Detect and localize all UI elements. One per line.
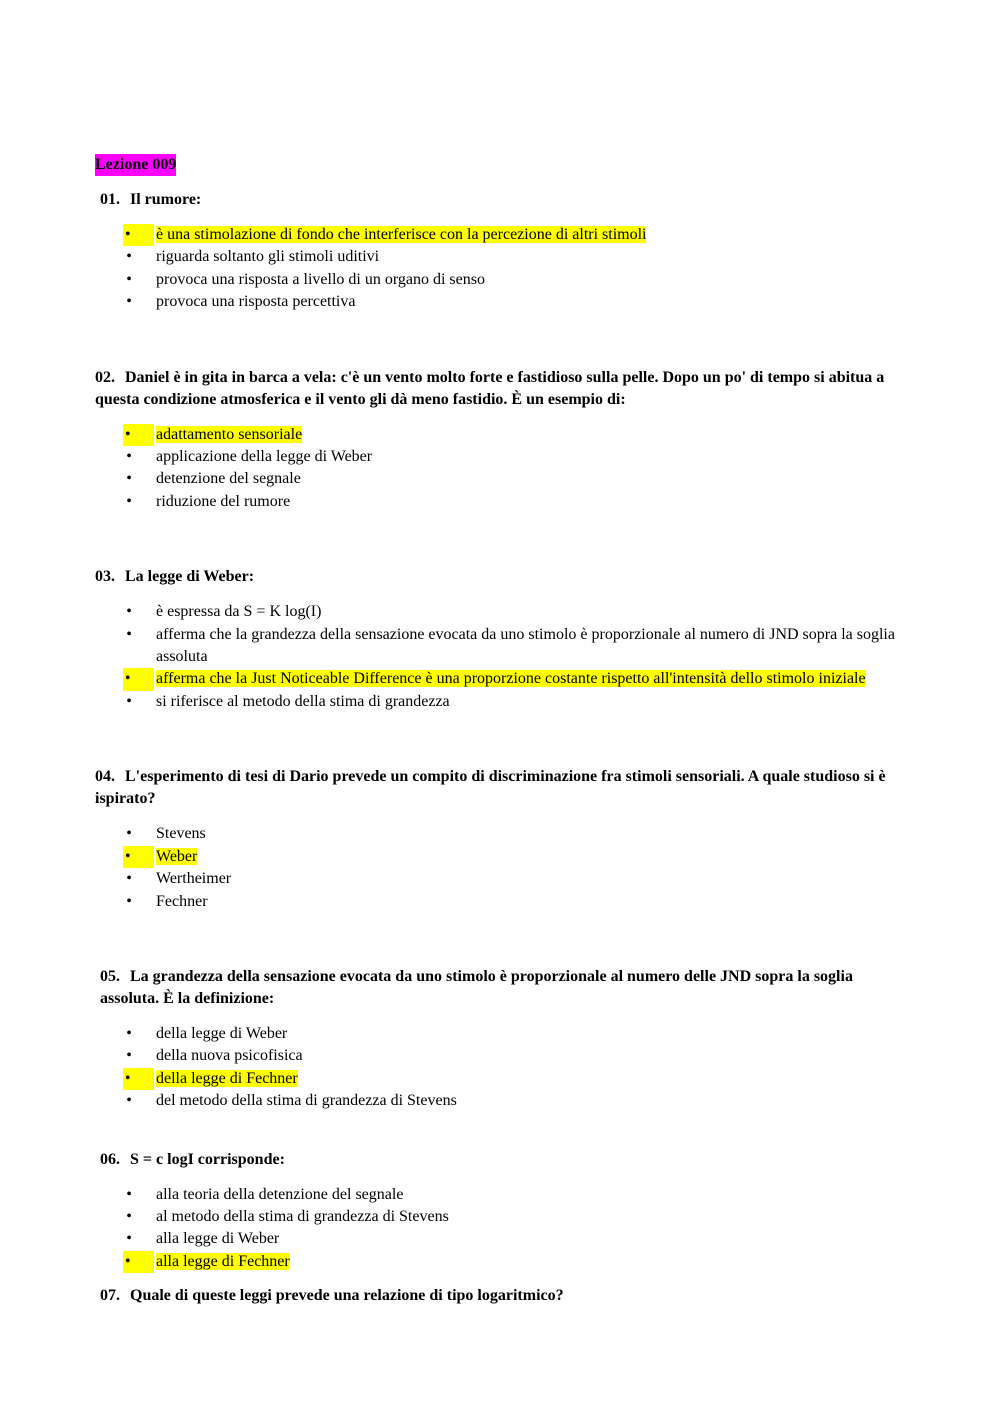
answer-list [95, 424, 905, 514]
bullet-icon: • [126, 892, 132, 910]
question-block [95, 566, 905, 713]
answer-text: detenzione del segnale [156, 470, 301, 488]
answer-text: della legge di Weber [156, 1024, 288, 1042]
bullet-icon: • [126, 492, 132, 510]
answer-option [95, 868, 905, 890]
question-number: 04. [95, 768, 115, 786]
bullet-icon: • [126, 825, 132, 843]
bullet-icon: • [123, 846, 154, 868]
answer-option-correct [95, 1068, 905, 1090]
answer-list [95, 1184, 905, 1274]
answer-text: al metodo della stima di grandezza di Stevens [156, 1207, 449, 1225]
question-text [95, 1285, 905, 1307]
answer-option [95, 246, 905, 268]
answer-text: Wertheimer [156, 870, 232, 888]
answer-option [95, 1045, 905, 1067]
answer-text: riduzione del rumore [156, 492, 291, 510]
answer-option [95, 446, 905, 468]
bullet-icon: • [126, 1092, 132, 1110]
answer-text: riguarda soltanto gli stimoli uditivi [156, 248, 380, 266]
bullet-icon: • [126, 1207, 132, 1225]
answer-option [95, 1228, 905, 1250]
question-block [95, 1149, 905, 1274]
answer-option [95, 691, 905, 713]
answer-text: del metodo della stima di grandezza di Stevens [156, 1092, 457, 1110]
bullet-icon: • [123, 1251, 154, 1273]
answer-text: Fechner [156, 892, 208, 910]
answer-text: Weber [156, 847, 198, 865]
question-text [95, 189, 905, 211]
bullet-icon: • [126, 270, 132, 288]
question-prompt: Quale di queste leggi prevede una relazione di tipo logaritmico? [130, 1287, 564, 1305]
bullet-icon: • [126, 1024, 132, 1042]
answer-option-correct [95, 224, 905, 246]
answer-text: alla legge di Weber [156, 1230, 280, 1248]
answer-option [95, 624, 905, 669]
question-number: 01. [100, 191, 120, 208]
answer-list [95, 823, 905, 913]
answer-list [95, 1023, 905, 1113]
lesson-title: Lezione 009 [95, 154, 176, 176]
question-block [95, 189, 905, 314]
answer-text: applicazione della legge di Weber [156, 448, 373, 466]
answer-text: afferma che la Just Noticeable Difference è una proporzione costante rispetto all'intensità dello stimolo iniziale [156, 670, 866, 688]
answer-text: provoca una risposta a livello di un organo di senso [156, 270, 485, 288]
question-prompt: La grandezza della sensazione evocata da uno stimolo è proporzionale al numero delle JND sopra la soglia assoluta. È la definizione: [100, 967, 853, 1007]
question-block [95, 966, 905, 1113]
answer-option [95, 1184, 905, 1206]
bullet-icon: • [126, 1230, 132, 1248]
bullet-icon: • [123, 1068, 154, 1090]
question-prompt: Daniel è in gita in barca a vela: c'è un vento molto forte e fastidioso sulla pelle. Dopo un po' di tempo si abitua a questa condizione atmosferica e il vento gli dà meno fastidio. È un esempio di: [95, 368, 885, 408]
answer-text: si riferisce al metodo della stima di grandezza [156, 692, 450, 710]
bullet-icon: • [126, 603, 132, 621]
answer-text: della legge di Fechner [156, 1069, 298, 1087]
answer-text: provoca una risposta percettiva [156, 293, 356, 311]
answer-option [95, 1206, 905, 1228]
answer-option-correct [95, 1251, 905, 1273]
bullet-icon: • [126, 293, 132, 311]
answer-text: è una stimolazione di fondo che interferisce con la percezione di altri stimoli [156, 226, 647, 243]
question-prompt: S = c logI corrisponde: [130, 1150, 285, 1168]
question-number: 03. [95, 568, 115, 586]
bullet-icon: • [123, 224, 154, 246]
answer-option [95, 891, 905, 913]
answer-text: della nuova psicofisica [156, 1047, 303, 1065]
answer-text: alla teoria della detenzione del segnale [156, 1185, 404, 1203]
question-prompt: Il rumore: [130, 191, 202, 208]
question-block [95, 367, 905, 514]
answer-option [95, 1090, 905, 1112]
question-block [95, 1285, 905, 1307]
question-number: 07. [100, 1287, 120, 1305]
question-block [95, 766, 905, 913]
answer-option [95, 468, 905, 490]
question-number: 02. [95, 368, 115, 386]
bullet-icon: • [126, 1047, 132, 1065]
answer-option [95, 291, 905, 313]
answer-option-correct [95, 668, 905, 690]
answer-option-correct [95, 424, 905, 446]
bullet-icon: • [126, 625, 132, 643]
question-prompt: La legge di Weber: [125, 568, 255, 586]
answer-text: afferma che la grandezza della sensazione evocata da uno stimolo è proporzionale al numero di JND sopra la soglia assoluta [156, 625, 895, 666]
answer-option [95, 269, 905, 291]
answer-text: è espressa da S = K log(I) [156, 603, 322, 621]
question-text [95, 566, 905, 588]
answer-text: alla legge di Fechner [156, 1252, 290, 1270]
question-prompt: L'esperimento di tesi di Dario prevede un compito di discriminazione fra stimoli sensoriali. A quale studioso si è ispirato? [95, 768, 886, 808]
bullet-icon: • [126, 1185, 132, 1203]
answer-option [95, 823, 905, 845]
document-page [95, 154, 905, 1307]
question-number: 05. [100, 967, 120, 985]
question-number: 06. [100, 1150, 120, 1168]
bullet-icon: • [123, 668, 154, 690]
question-text [95, 966, 905, 1010]
question-text [95, 1149, 905, 1171]
bullet-icon: • [126, 692, 132, 710]
lesson-header [95, 154, 905, 176]
bullet-icon: • [126, 248, 132, 266]
answer-list [95, 224, 905, 314]
answer-option [95, 491, 905, 513]
bullet-icon: • [126, 470, 132, 488]
answer-option [95, 601, 905, 623]
bullet-icon: • [126, 870, 132, 888]
answer-option-correct [95, 846, 905, 868]
bullet-icon: • [123, 424, 154, 446]
answer-text: Stevens [156, 825, 206, 843]
answer-option [95, 1023, 905, 1045]
answer-text: adattamento sensoriale [156, 425, 303, 443]
bullet-icon: • [126, 448, 132, 466]
question-text [95, 766, 905, 810]
question-text [95, 367, 905, 411]
answer-list [95, 601, 905, 713]
